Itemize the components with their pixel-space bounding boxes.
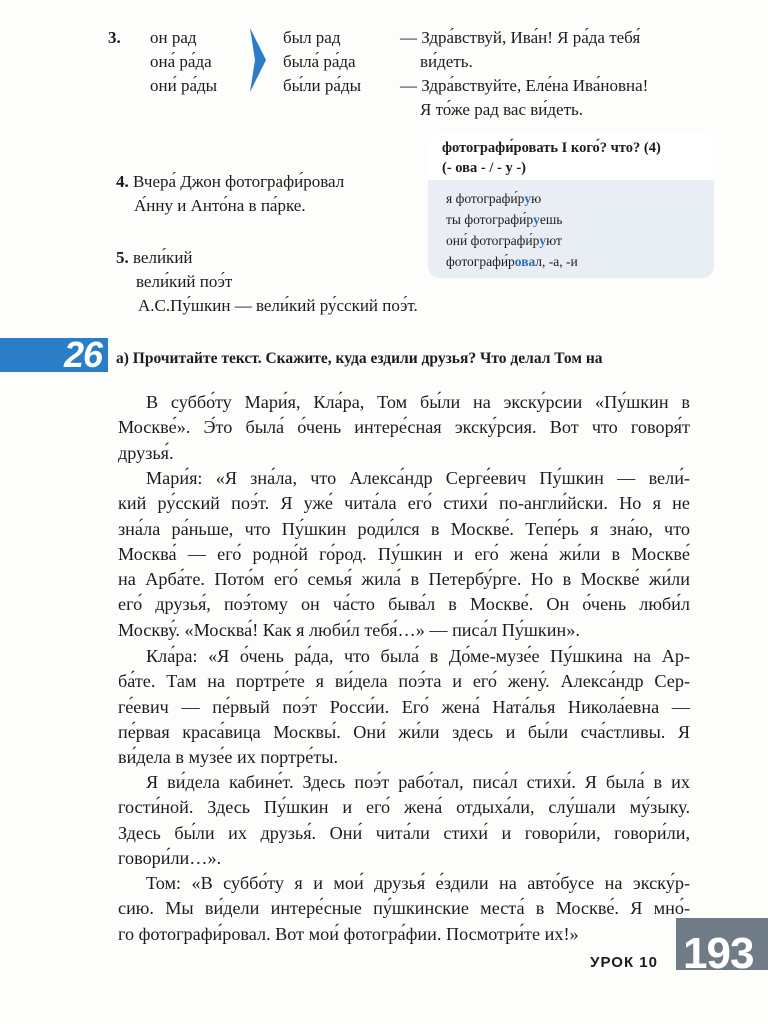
- arrow-right-icon: [250, 28, 266, 92]
- grammar-form: фотографи́ровал, -а, -и: [446, 254, 578, 269]
- ex4-text: Вчера́ Джон фотографи́ровал: [133, 172, 345, 191]
- ex3-dialog-line: ви́деть.: [420, 52, 473, 71]
- exercise-5-number: 5.: [116, 248, 129, 267]
- ex4-line2: А́нну и Анто́на в па́рке.: [134, 196, 306, 215]
- ex3-pronoun-form: они́ ра́ды: [150, 76, 218, 95]
- grammar-form: ты фотографи́руешь: [446, 212, 563, 227]
- ex3-past-form: бы́ли ра́ды: [283, 76, 362, 95]
- text-paragraph: Мари́я: «Я зна́ла, что Алекса́ндр Серге́евич Пу́шкин — вели́- кий ру́сский поэ́т. Я уже́ чита́ла его́ стихи́ по-англи́йски. Но я не зна́ла ра́ньше, что Пу́шкин роди́лся в Москве́. Тепе́рь я зна́ю, что Москва́ — его́ родно́й го́род. Пу́шкин и его́ жена́ жи́ли в Москве́ на Арба́те. Пото́м его́ семья́ жила́ в Петербу́рге. Но в Москве́ жи́ли его́ друзья́, поэ́тому он ча́сто быва́л в Москве́. Он о́чень люби́л Москву́. «Москва́! Как я люби́л тебя́…» — писа́л Пу́шкин».: [118, 468, 690, 640]
- ex5-line2: вели́кий поэ́т: [136, 272, 233, 291]
- text-paragraph: Кла́ра: «Я о́чень ра́да, что была́ в До́ме-музе́е Пу́шкина на Ар- ба́те. Там на портре́те я ви́дела поэ́та и его́ жену́. Алекса́ндр Сер- ге́евич — пе́рвый поэ́т Росси́и. Его́ жена́ Ната́лья Никола́евна — пе́рвая краса́вица Москвы́. Они́ жи́ли здесь и бы́ли сча́стливы. Я ви́дела в музе́е их портре́ты.: [118, 646, 690, 768]
- ex4-line: [116, 170, 344, 194]
- grammar-form: я фотографи́рую: [446, 191, 542, 206]
- exercise-4-number: 4.: [116, 172, 129, 191]
- ex3-past-form: был рад: [283, 28, 341, 47]
- ex5-text: вели́кий: [133, 248, 193, 267]
- task-instruction: а) Прочитайте текст. Скажите, куда ездили друзья? Что делал Том на: [116, 350, 603, 367]
- grammar-title: фотографи́ровать I кого́? что? (4): [442, 140, 661, 156]
- grammar-suffix: (- ова - / - у -): [442, 160, 526, 176]
- ex3-pronoun-form: он рад: [150, 28, 197, 47]
- grammar-box: [428, 132, 714, 278]
- lesson-label: УРОК 10: [590, 954, 658, 971]
- exercise-3-number: 3.: [108, 28, 121, 47]
- text-paragraph: В суббо́ту Мари́я, Кла́ра, Том бы́ли на экску́рсии «Пу́шкин в Москве́». Э́то была́ о́чень интере́сная экску́рсия. Вот что говоря́т друзья́.: [118, 392, 690, 463]
- ex3-dialog-line: — Здра́вствуй, Ива́н! Я ра́да тебя́: [400, 28, 641, 47]
- ex5-line3: А.С.Пу́шкин — вели́кий ру́сский поэ́т.: [138, 296, 418, 315]
- ex3-dialog-line: — Здра́вствуйте, Еле́на Ива́новна!: [400, 76, 649, 95]
- ex5-line: [116, 246, 193, 270]
- page-number: 193: [683, 929, 754, 978]
- grammar-form: они́ фотографи́руют: [446, 233, 562, 248]
- ex3-dialog-line: Я то́же рад вас ви́деть.: [420, 100, 584, 119]
- section-number: 26: [64, 334, 103, 375]
- ex3-past-form: была́ ра́да: [283, 52, 356, 71]
- ex3-pronoun-form: она́ ра́да: [150, 52, 212, 71]
- text-paragraph: Том: «В суббо́ту я и мои́ друзья́ е́здили на авто́бусе на экску́р- сию. Мы ви́дели интере́сные пу́шкинские места́ в Москве́. Я мно́- го фотографи́ровал. Вот мои́ фотогра́фии. Посмотри́те их!»: [118, 873, 690, 944]
- text-paragraph: Я ви́дела кабине́т. Здесь поэ́т рабо́тал, писа́л стихи́. Я была́ в их гости́ной. Здесь Пу́шкин и его́ жена́ отдыха́ли, слу́шали му́зыку. Здесь бы́ли их друзья́. Они́ чита́ли стихи́ и говори́ли, говори́ли, говори́ли…».: [118, 772, 690, 868]
